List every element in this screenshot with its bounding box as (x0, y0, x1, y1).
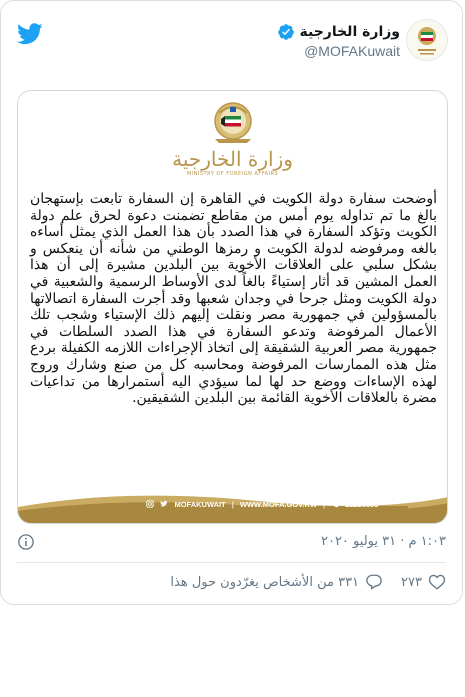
footer-separator: | (231, 499, 234, 509)
phone-icon (331, 500, 339, 508)
kuwait-emblem-icon (407, 20, 447, 60)
instagram-icon (146, 500, 154, 508)
reply-label: ٣٣١ من الأشخاص يغرّدون حول هذا (170, 574, 360, 590)
divider (17, 562, 446, 563)
like-button[interactable] (401, 573, 446, 591)
reply-button[interactable] (170, 573, 383, 591)
author-handle[interactable]: @MOFAKuwait (304, 43, 400, 59)
tweet-timestamp[interactable]: ١:٠٣ م · ٣١ يوليو ٢٠٢٠ (320, 534, 446, 549)
footer-phone: 22225555 (345, 499, 379, 509)
heart-icon (428, 573, 446, 591)
kuwait-emblem-icon (203, 95, 263, 155)
tweet-image[interactable] (17, 90, 448, 524)
tweet-actions (170, 573, 446, 591)
display-name[interactable]: وزارة الخارجية (299, 24, 400, 40)
author-name-row[interactable] (277, 23, 400, 41)
twitter-mini-icon (160, 500, 168, 508)
footer-separator: | (323, 499, 326, 509)
info-icon[interactable] (17, 533, 35, 551)
twitter-bird-icon[interactable] (17, 23, 43, 45)
statement-text: أوضحت سفارة دولة الكويت في القاهرة إن السفارة تابعت بإستهجان بالغ ما تم تداوله يوم أمس من مقاطع تضمنت دعوة لحرق علم دولة الكويت وتؤكد السفارة في هذا الصدد بأن هذا العمل الذي يمثل أساءه بالغه ومرفوضه لدولة الكويت و رمزها الوطني من شأنه أن ينعكس و بشكل سلبي على العلاقات الأخوية بين البلدين مشيرة إلى أن هذا العمل المشين قد أثار إستياءً بالغاً لدى الأوساط الرسمية والشعبية في دولة الكويت ومثل جرحا في وجدان شعبها وقد أجرت السفارة اتصالاتها بالمسؤولين في جمهورية مصر ونقلت إليهم ذلك الإستياء وشجب تلك الأعمال المرفوضة وتدعو السفارة في هذا الصدد السلطات في جمهورية مصر العربية الشقيقة إلى اتخاذ الإجراءات اللازمه الكفيلة بردع مثل هذه الممارسات المرفوضة ومحاسبه كل من صنع وشارك وروج لهذه الإساءات ووضع حد لها لما سيؤدي اليه أستمرارها من تداعيات مضرة بالعلاقات الأخوية القائمة بين البلدين الشقيقين. (30, 191, 437, 407)
footer-social-handle: MOFAKUWAIT (174, 499, 226, 509)
footer-contact-bar (118, 497, 407, 511)
avatar[interactable] (406, 19, 448, 61)
reply-bubble-icon (365, 573, 383, 591)
footer-website: WWW.MOFA.GOV.KW (239, 499, 318, 509)
like-count: ٢٧٣ (401, 574, 422, 590)
verified-badge-icon (277, 23, 295, 41)
logo-english-text: MINISTRY OF FOREIGN AFFAIRS (186, 171, 279, 177)
logo-arabic-text: وزارة الخارجية (172, 147, 293, 171)
